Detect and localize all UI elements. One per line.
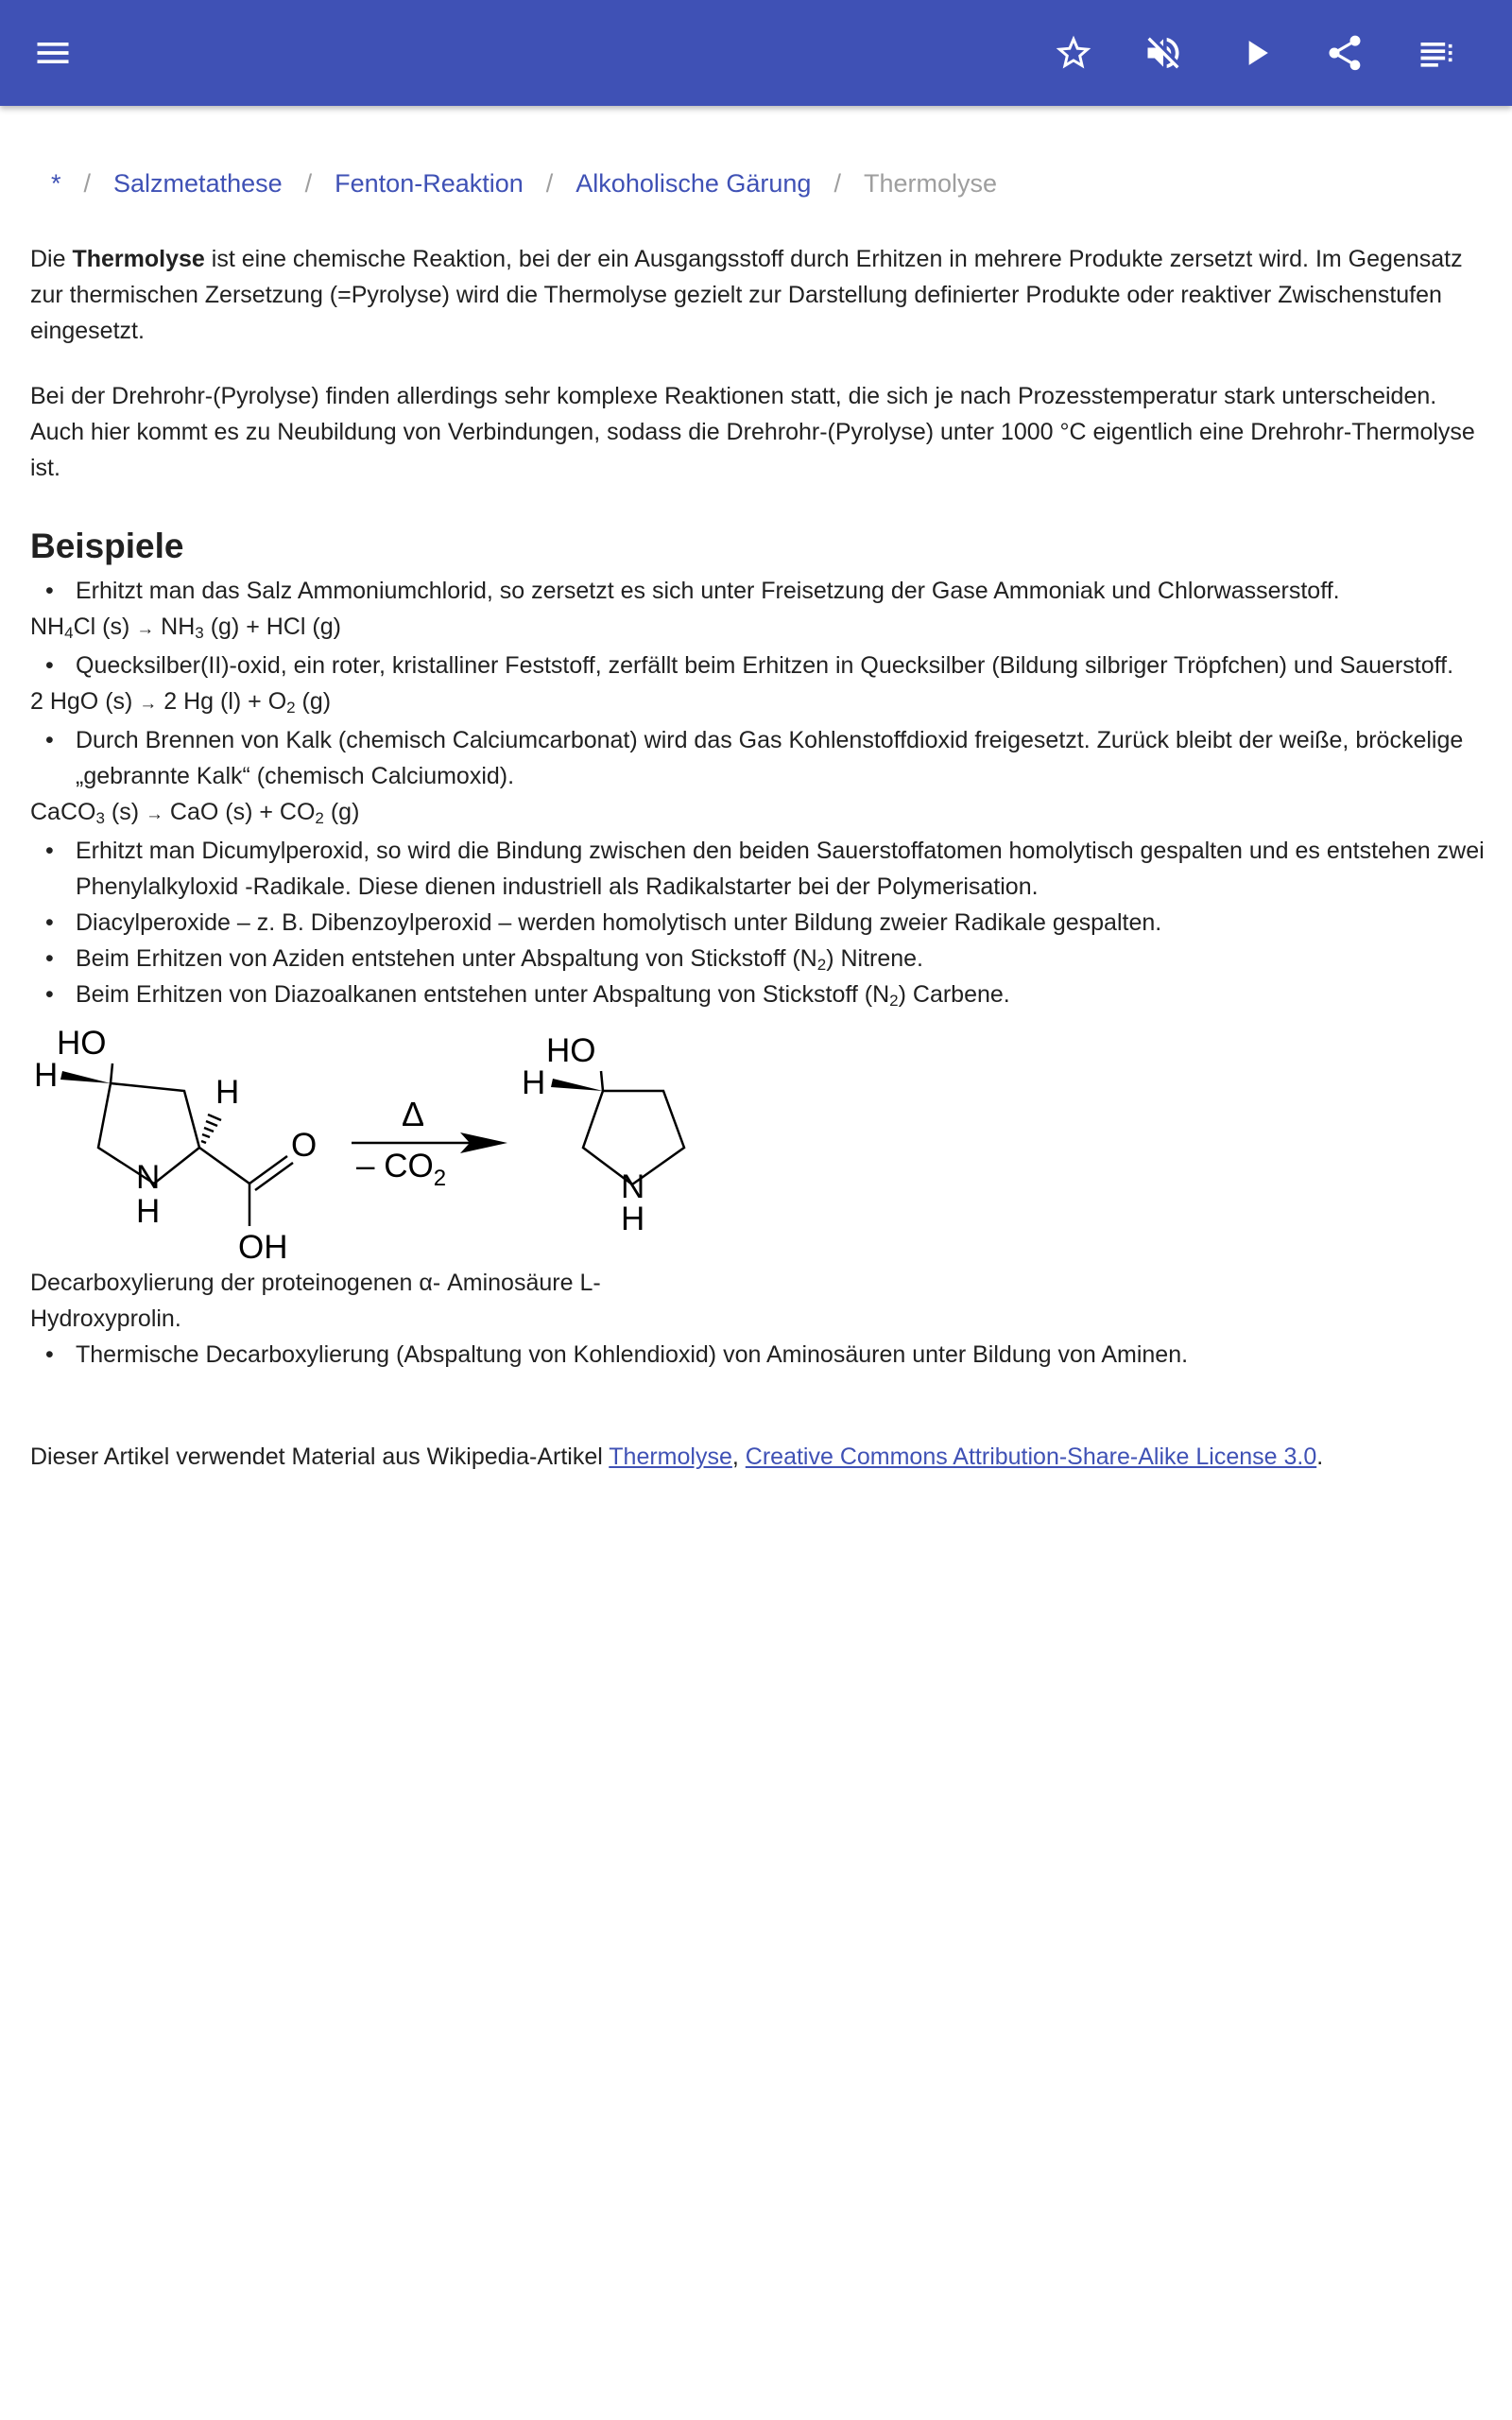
menu-icon[interactable] bbox=[26, 26, 79, 79]
breadcrumb-home[interactable]: * bbox=[51, 169, 61, 198]
formula-quecksilberoxid bbox=[30, 683, 1486, 722]
formula-text: CaO (s) + CO bbox=[163, 799, 316, 825]
formula-text: (g) + HCl (g) bbox=[203, 614, 341, 640]
wedge-bond bbox=[551, 1079, 603, 1091]
breadcrumb-current: Thermolyse bbox=[863, 169, 998, 198]
formula-subscript: 2 bbox=[816, 956, 827, 974]
reactant-hydrogen-label: H bbox=[215, 1074, 240, 1111]
pyrolyse-paragraph: Bei der Drehrohr-(Pyrolyse) finden allerdings sehr komplexe Reaktionen statt, die sich je nach Prozesstemperatur stark unterscheiden. Auch hier kommt es zu Neubildung von Verbindungen, sodass die Drehrohr-(Pyrolyse) unter 1000 °C eigentlich eine Drehrohr-Thermolyse ist. bbox=[30, 383, 1475, 481]
heat-label: Δ bbox=[401, 1095, 425, 1133]
list-item-text: Beim Erhitzen von Aziden entstehen unter Abspaltung von Stickstoff (N bbox=[76, 945, 817, 972]
formula-text: (g) bbox=[323, 799, 360, 825]
examples-list bbox=[30, 1337, 1486, 1373]
formula-text: (g) bbox=[295, 688, 332, 715]
reaction-arrow-icon: → bbox=[139, 694, 158, 714]
formula-subscript: 2 bbox=[315, 809, 324, 827]
product-hydroxyl-label: HO bbox=[546, 1032, 596, 1069]
breadcrumb bbox=[51, 164, 997, 202]
product-hydrogen-label: H bbox=[522, 1064, 546, 1101]
formula-subscript: 3 bbox=[95, 809, 105, 827]
formula-text: Cl (s) bbox=[73, 614, 137, 640]
product-bonds bbox=[583, 1071, 684, 1184]
list-item: • Quecksilber(II)-oxid, ein roter, kristalliner Feststoff, zerfällt beim Erhitzen in Quecksilber (Bildung silbriger Tröpfchen) und Sauerstoff. bbox=[30, 648, 1486, 683]
formula-text: NH bbox=[154, 614, 196, 640]
reactant-oxygen-label: O bbox=[291, 1127, 318, 1164]
list-item: • Thermische Decarboxylierung (Abspaltung von Kohlendioxid) von Aminosäuren unter Bildung von Aminen. bbox=[30, 1337, 1486, 1373]
attribution-separator: , bbox=[731, 1443, 746, 1470]
minus-co-subscript: 2 bbox=[433, 1166, 447, 1191]
playlist-icon[interactable] bbox=[1410, 26, 1463, 79]
intro-text: Die bbox=[30, 246, 73, 272]
license-link[interactable]: Creative Commons Attribution-Share-Alike License 3.0 bbox=[745, 1443, 1317, 1470]
section-heading: Beispiele bbox=[30, 527, 184, 565]
share-icon[interactable] bbox=[1318, 26, 1371, 79]
list-item-text: Beim Erhitzen von Diazoalkanen entstehen unter Abspaltung von Stickstoff (N bbox=[76, 981, 890, 1008]
formula-text: NH bbox=[30, 614, 65, 640]
formula-text: 2 HgO (s) bbox=[30, 688, 140, 715]
list-item bbox=[30, 941, 1486, 977]
reactant-nh-label: H bbox=[136, 1193, 161, 1230]
intro-term: Thermolyse bbox=[72, 246, 205, 272]
minus-co-text: – CO bbox=[356, 1148, 434, 1184]
breadcrumb-fenton-reaktion[interactable]: Fenton-Reaktion bbox=[335, 169, 524, 198]
list-item-text: ) Nitrene. bbox=[826, 945, 923, 972]
examples-list bbox=[30, 722, 1486, 794]
formula-text: (s) bbox=[104, 799, 146, 825]
app-bar bbox=[0, 0, 1512, 106]
formula-calciumcarbonat bbox=[30, 794, 1486, 833]
examples-section bbox=[30, 573, 1486, 1373]
reaction-arrow-icon: → bbox=[136, 619, 155, 639]
formula-subscript: 4 bbox=[64, 624, 74, 642]
attribution-end: . bbox=[1316, 1443, 1324, 1470]
breadcrumb-separator: / bbox=[83, 169, 92, 198]
list-item: • Durch Brennen von Kalk (chemisch Calciumcarbonat) wird das Gas Kohlenstoffdioxid freigesetzt. Zurück bleibt der weiße, bröckelige „gebrannte Kalk“ (chemisch Calciumoxid). bbox=[30, 722, 1486, 794]
decarboxylation-diagram bbox=[30, 1014, 711, 1260]
attribution bbox=[30, 1439, 1486, 1475]
reactant-hydrogen-label: H bbox=[34, 1057, 59, 1094]
breadcrumb-salzmetathese[interactable]: Salzmetathese bbox=[113, 169, 283, 198]
volume-off-icon[interactable] bbox=[1137, 26, 1190, 79]
list-item: • Diacylperoxide – z. B. Dibenzoylperoxid – werden homolytisch unter Bildung zweier Radikale gespalten. bbox=[30, 905, 1486, 941]
formula-ammoniumchlorid bbox=[30, 609, 1486, 648]
intro-text: ist eine chemische Reaktion, bei der ein Ausgangsstoff durch Erhitzen in mehrere Produkte zersetzt wird. Im Gegensatz zur thermischen Zersetzung (=Pyrolyse) wird die Thermolyse gezielt zur Darstellung definierter Produkte oder reaktiver Zwischenstufen eingesetzt. bbox=[30, 246, 1463, 344]
formula-text: 2 Hg (l) + O bbox=[157, 688, 287, 715]
list-item-text: ) Carbene. bbox=[898, 981, 1010, 1008]
formula-subscript: 3 bbox=[195, 624, 204, 642]
formula-text: CaCO bbox=[30, 799, 96, 825]
attribution-text: Dieser Artikel verwendet Material aus Wikipedia-Artikel bbox=[30, 1443, 610, 1470]
reactant-oh-label: OH bbox=[238, 1229, 288, 1260]
play-icon[interactable] bbox=[1229, 26, 1282, 79]
breadcrumb-separator: / bbox=[833, 169, 841, 198]
source-article-link[interactable]: Thermolyse bbox=[609, 1443, 732, 1470]
examples-list bbox=[30, 833, 1486, 1012]
formula-subscript: 2 bbox=[286, 699, 296, 717]
product-nitrogen-label: N bbox=[621, 1168, 645, 1205]
examples-list bbox=[30, 573, 1486, 609]
star-icon[interactable] bbox=[1047, 26, 1100, 79]
hashed-bond bbox=[201, 1115, 221, 1143]
product-nh-label: H bbox=[621, 1201, 645, 1237]
list-item: • Erhitzt man das Salz Ammoniumchlorid, so zersetzt es sich unter Freisetzung der Gase Ammoniak und Chlorwasserstoff. bbox=[30, 573, 1486, 609]
formula-subscript: 2 bbox=[889, 992, 899, 1010]
figure-caption: Decarboxylierung der proteinogenen α- Aminosäure L-Hydroxyprolin. bbox=[30, 1270, 601, 1332]
breadcrumb-separator: / bbox=[545, 169, 554, 198]
list-item: • Erhitzt man Dicumylperoxid, so wird die Bindung zwischen den beiden Sauerstoffatomen homolytisch gespalten und es entstehen zwei Phenylalkyloxid -Radikale. Diese dienen industriell als Radikalstarter bei der Polymerisation. bbox=[30, 833, 1486, 905]
reactant-nitrogen-label: N bbox=[136, 1159, 161, 1196]
breadcrumb-separator: / bbox=[304, 169, 313, 198]
examples-list bbox=[30, 648, 1486, 683]
reactant-hydroxyl-label: HO bbox=[57, 1025, 107, 1062]
intro-paragraph bbox=[30, 241, 1486, 349]
wedge-bond bbox=[60, 1071, 111, 1083]
reaction-arrow-icon: → bbox=[145, 804, 163, 824]
reactant-bonds bbox=[98, 1063, 293, 1226]
minus-co-label bbox=[356, 1148, 446, 1191]
list-item bbox=[30, 977, 1486, 1012]
breadcrumb-alkoholische-gaerung[interactable]: Alkoholische Gärung bbox=[576, 169, 812, 198]
